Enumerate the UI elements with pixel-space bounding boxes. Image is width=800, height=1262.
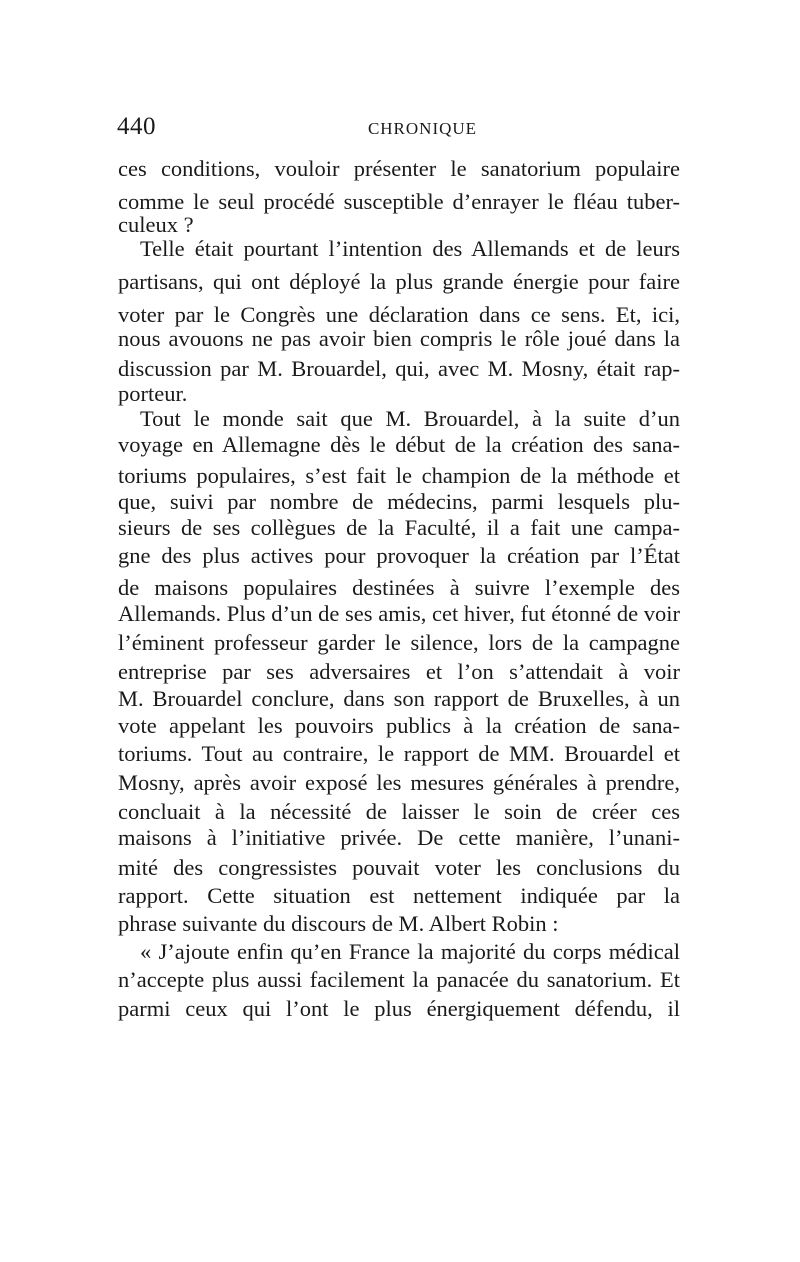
text-line: toriums. Tout au contraire, le rapport de MM. Brouardel et: [118, 741, 680, 766]
text-line: « J’ajoute enfin qu’en France la majorité du corps médical: [140, 939, 680, 964]
text-line: n’accepte plus aussi facilement la panacée du sanatorium. Et: [118, 967, 680, 992]
text-line: discussion par M. Brouardel, qui, avec M. Mosny, était rap-: [118, 356, 680, 381]
text-line: vote appelant les pouvoirs publics à la création de sana-: [118, 713, 680, 738]
text-line: comme le seul procédé susceptible d’enrayer le fléau tuber-: [118, 189, 680, 214]
text-line: mité des congressistes pouvait voter les conclusions du: [118, 855, 680, 880]
text-line: rapport. Cette situation est nettement indiquée par la: [118, 883, 680, 908]
text-line: Tout le monde sait que M. Brouardel, à la suite d’un: [140, 406, 680, 431]
text-line: sieurs de ses collègues de la Faculté, il a fait une campa-: [118, 515, 680, 540]
text-line: porteur.: [118, 381, 188, 406]
text-line: que, suivi par nombre de médecins, parmi lesquels plu-: [118, 489, 680, 514]
running-head: [117, 113, 680, 143]
text-line: phrase suivante du discours de M. Albert Robin :: [118, 911, 559, 936]
text-line: toriums populaires, s’est fait le champion de la méthode et: [118, 463, 680, 488]
text-line: entreprise par ses adversaires et l’on s’attendait à voir: [118, 659, 680, 684]
running-title: CHRONIQUE: [367, 119, 478, 138]
text-line: concluait à la nécessité de laisser le soin de créer ces: [118, 799, 680, 824]
text-line: ces conditions, vouloir présenter le sanatorium populaire: [118, 156, 680, 181]
text-line: gne des plus actives pour provoquer la création par l’État: [118, 543, 680, 568]
text-line: nous avouons ne pas avoir bien compris le rôle joué dans la: [118, 326, 680, 351]
text-line: voyage en Allemagne dès le début de la création des sana-: [118, 432, 680, 457]
text-line: Mosny, après avoir exposé les mesures générales à prendre,: [118, 770, 680, 795]
text-line: maisons à l’initiative privée. De cette manière, l’unani-: [118, 825, 680, 850]
text-line: voter par le Congrès une déclaration dans ce sens. Et, ici,: [118, 302, 680, 327]
text-line: parmi ceux qui l’ont le plus énergiquement défendu, il: [118, 996, 680, 1021]
text-line: M. Brouardel conclure, dans son rapport de Bruxelles, à un: [118, 686, 680, 711]
page-number: 440: [117, 113, 156, 140]
text-line: l’éminent professeur garder le silence, lors de la campagne: [118, 630, 680, 655]
text-line: culeux ?: [118, 212, 194, 237]
text-line: de maisons populaires destinées à suivre l’exemple des: [118, 575, 680, 600]
text-line: partisans, qui ont déployé la plus grande énergie pour faire: [118, 269, 680, 294]
text-line: Telle était pourtant l’intention des Allemands et de leurs: [140, 236, 680, 261]
text-line: Allemands. Plus d’un de ses amis, cet hiver, fut étonné de voir: [118, 601, 680, 626]
